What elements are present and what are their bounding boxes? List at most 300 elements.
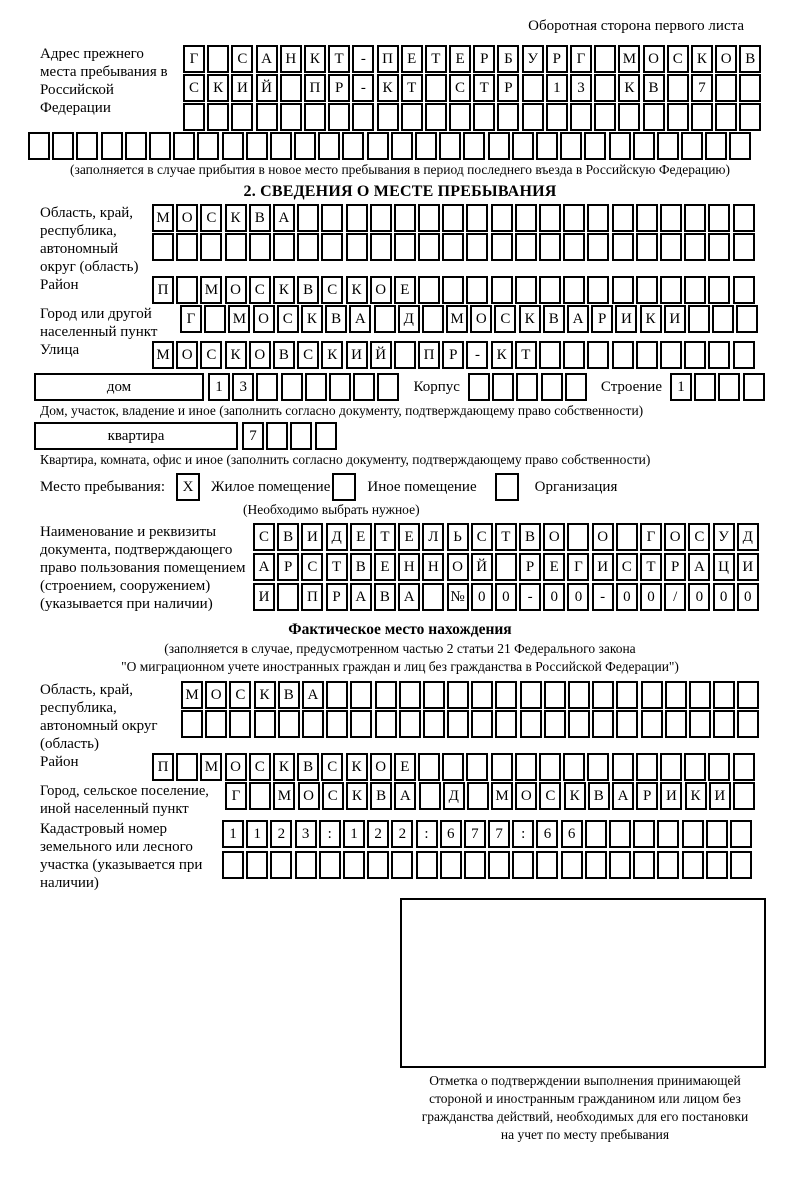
char-box[interactable] bbox=[280, 103, 302, 131]
char-box[interactable]: С bbox=[471, 523, 493, 551]
char-box[interactable]: О bbox=[176, 204, 198, 232]
char-box[interactable] bbox=[377, 103, 399, 131]
char-box[interactable] bbox=[222, 132, 244, 160]
char-box[interactable] bbox=[546, 103, 568, 131]
char-box[interactable]: 3 bbox=[570, 74, 592, 102]
char-box[interactable] bbox=[205, 710, 227, 738]
char-box[interactable]: Й bbox=[256, 74, 278, 102]
char-box[interactable] bbox=[665, 710, 687, 738]
char-box[interactable] bbox=[594, 74, 616, 102]
char-box[interactable] bbox=[515, 233, 537, 261]
char-box[interactable] bbox=[520, 681, 542, 709]
char-box[interactable] bbox=[495, 681, 517, 709]
char-box[interactable] bbox=[733, 782, 755, 810]
char-box[interactable]: Н bbox=[280, 45, 302, 73]
char-box[interactable] bbox=[563, 233, 585, 261]
char-box[interactable] bbox=[225, 233, 247, 261]
char-box[interactable] bbox=[222, 851, 244, 879]
char-box[interactable] bbox=[328, 103, 350, 131]
char-box[interactable]: Й bbox=[370, 341, 392, 369]
char-box[interactable] bbox=[544, 710, 566, 738]
char-box[interactable] bbox=[684, 276, 706, 304]
char-box[interactable]: С bbox=[321, 276, 343, 304]
char-box[interactable] bbox=[541, 373, 563, 401]
char-box[interactable]: 0 bbox=[616, 583, 638, 611]
char-box[interactable] bbox=[101, 132, 123, 160]
char-box[interactable] bbox=[688, 305, 710, 333]
char-box[interactable]: С bbox=[183, 74, 205, 102]
char-box[interactable] bbox=[321, 233, 343, 261]
char-box[interactable] bbox=[633, 820, 655, 848]
char-box[interactable]: И bbox=[592, 553, 614, 581]
char-box[interactable]: А bbox=[567, 305, 589, 333]
char-box[interactable] bbox=[739, 103, 761, 131]
char-box[interactable] bbox=[473, 103, 495, 131]
char-box[interactable] bbox=[204, 305, 226, 333]
char-box[interactable]: Р bbox=[497, 74, 519, 102]
char-box[interactable] bbox=[442, 276, 464, 304]
char-box[interactable]: Е bbox=[374, 553, 396, 581]
char-box[interactable] bbox=[691, 103, 713, 131]
char-box[interactable] bbox=[273, 233, 295, 261]
char-box[interactable]: М bbox=[152, 204, 174, 232]
char-box[interactable] bbox=[539, 753, 561, 781]
char-box[interactable]: К bbox=[564, 782, 586, 810]
char-box[interactable] bbox=[584, 132, 606, 160]
char-box[interactable] bbox=[733, 276, 755, 304]
char-box[interactable] bbox=[563, 753, 585, 781]
char-box[interactable] bbox=[612, 204, 634, 232]
char-box[interactable] bbox=[539, 276, 561, 304]
char-box[interactable]: Т bbox=[640, 553, 662, 581]
char-box[interactable]: С bbox=[667, 45, 689, 73]
char-box[interactable] bbox=[587, 753, 609, 781]
char-box[interactable]: 2 bbox=[367, 820, 389, 848]
char-box[interactable] bbox=[660, 341, 682, 369]
char-box[interactable] bbox=[536, 851, 558, 879]
char-box[interactable]: О bbox=[249, 341, 271, 369]
char-box[interactable]: Р bbox=[664, 553, 686, 581]
char-box[interactable] bbox=[492, 373, 514, 401]
char-box[interactable] bbox=[28, 132, 50, 160]
char-box[interactable]: О bbox=[370, 753, 392, 781]
char-box[interactable] bbox=[488, 132, 510, 160]
char-box[interactable] bbox=[399, 710, 421, 738]
stay-type-checkbox-organization[interactable] bbox=[495, 473, 519, 501]
char-box[interactable]: Д bbox=[398, 305, 420, 333]
char-box[interactable] bbox=[449, 103, 471, 131]
char-box[interactable] bbox=[254, 710, 276, 738]
char-box[interactable] bbox=[422, 583, 444, 611]
char-box[interactable] bbox=[391, 132, 413, 160]
char-box[interactable]: Т bbox=[425, 45, 447, 73]
char-box[interactable]: 0 bbox=[471, 583, 493, 611]
char-box[interactable] bbox=[667, 103, 689, 131]
char-box[interactable] bbox=[256, 103, 278, 131]
char-box[interactable] bbox=[207, 45, 229, 73]
char-box[interactable]: М bbox=[152, 341, 174, 369]
char-box[interactable]: А bbox=[349, 305, 371, 333]
char-box[interactable]: 1 bbox=[222, 820, 244, 848]
char-box[interactable] bbox=[278, 710, 300, 738]
char-box[interactable] bbox=[515, 204, 537, 232]
char-box[interactable] bbox=[305, 373, 327, 401]
char-box[interactable]: Е bbox=[543, 553, 565, 581]
char-box[interactable] bbox=[343, 851, 365, 879]
char-box[interactable] bbox=[587, 204, 609, 232]
char-box[interactable]: С bbox=[277, 305, 299, 333]
char-box[interactable] bbox=[660, 233, 682, 261]
char-box[interactable]: 7 bbox=[242, 422, 264, 450]
char-box[interactable] bbox=[375, 710, 397, 738]
char-box[interactable] bbox=[563, 276, 585, 304]
char-box[interactable]: В bbox=[297, 753, 319, 781]
char-box[interactable]: 2 bbox=[391, 820, 413, 848]
char-box[interactable]: А bbox=[688, 553, 710, 581]
char-box[interactable]: О bbox=[253, 305, 275, 333]
char-box[interactable]: У bbox=[713, 523, 735, 551]
char-box[interactable] bbox=[689, 681, 711, 709]
char-box[interactable]: Н bbox=[422, 553, 444, 581]
char-box[interactable] bbox=[270, 851, 292, 879]
char-box[interactable]: Р bbox=[326, 583, 348, 611]
char-box[interactable]: Р bbox=[277, 553, 299, 581]
char-box[interactable] bbox=[705, 132, 727, 160]
char-box[interactable] bbox=[418, 204, 440, 232]
char-box[interactable]: П bbox=[152, 753, 174, 781]
char-box[interactable]: А bbox=[394, 782, 416, 810]
char-box[interactable]: Т bbox=[515, 341, 537, 369]
char-box[interactable] bbox=[715, 103, 737, 131]
char-box[interactable] bbox=[713, 710, 735, 738]
char-box[interactable] bbox=[464, 851, 486, 879]
char-box[interactable] bbox=[633, 851, 655, 879]
char-box[interactable] bbox=[539, 204, 561, 232]
char-box[interactable] bbox=[399, 681, 421, 709]
char-box[interactable]: 6 bbox=[536, 820, 558, 848]
char-box[interactable] bbox=[342, 132, 364, 160]
char-box[interactable] bbox=[612, 233, 634, 261]
char-box[interactable] bbox=[249, 233, 271, 261]
char-box[interactable]: В bbox=[277, 523, 299, 551]
char-box[interactable]: О bbox=[664, 523, 686, 551]
char-box[interactable]: 1 bbox=[670, 373, 692, 401]
char-box[interactable] bbox=[633, 132, 655, 160]
char-box[interactable]: Т bbox=[495, 523, 517, 551]
char-box[interactable] bbox=[708, 204, 730, 232]
char-box[interactable]: В bbox=[519, 523, 541, 551]
char-box[interactable]: И bbox=[709, 782, 731, 810]
char-box[interactable] bbox=[439, 132, 461, 160]
char-box[interactable] bbox=[200, 233, 222, 261]
char-box[interactable]: 1 bbox=[246, 820, 268, 848]
char-box[interactable] bbox=[422, 305, 444, 333]
char-box[interactable] bbox=[568, 681, 590, 709]
char-box[interactable] bbox=[468, 373, 490, 401]
char-box[interactable] bbox=[706, 820, 728, 848]
char-box[interactable] bbox=[447, 710, 469, 738]
char-box[interactable] bbox=[152, 233, 174, 261]
char-box[interactable]: В bbox=[350, 553, 372, 581]
char-box[interactable] bbox=[346, 233, 368, 261]
char-box[interactable]: К bbox=[618, 74, 640, 102]
char-box[interactable]: В bbox=[278, 681, 300, 709]
char-box[interactable] bbox=[350, 681, 372, 709]
char-box[interactable] bbox=[516, 373, 538, 401]
char-box[interactable] bbox=[442, 204, 464, 232]
char-box[interactable]: В bbox=[273, 341, 295, 369]
char-box[interactable]: 0 bbox=[737, 583, 759, 611]
char-box[interactable] bbox=[560, 132, 582, 160]
char-box[interactable]: А bbox=[612, 782, 634, 810]
char-box[interactable]: С bbox=[249, 276, 271, 304]
char-box[interactable]: Т bbox=[328, 45, 350, 73]
char-box[interactable] bbox=[266, 422, 288, 450]
char-box[interactable]: И bbox=[253, 583, 275, 611]
char-box[interactable]: К bbox=[225, 204, 247, 232]
char-box[interactable]: 6 bbox=[440, 820, 462, 848]
char-box[interactable] bbox=[294, 132, 316, 160]
char-box[interactable]: Р bbox=[473, 45, 495, 73]
char-box[interactable]: Б bbox=[497, 45, 519, 73]
char-box[interactable]: Ь bbox=[447, 523, 469, 551]
char-box[interactable] bbox=[394, 204, 416, 232]
char-box[interactable] bbox=[231, 103, 253, 131]
char-box[interactable]: И bbox=[664, 305, 686, 333]
char-box[interactable] bbox=[587, 341, 609, 369]
char-box[interactable] bbox=[295, 851, 317, 879]
char-box[interactable] bbox=[176, 233, 198, 261]
char-box[interactable] bbox=[350, 710, 372, 738]
char-box[interactable] bbox=[302, 710, 324, 738]
char-box[interactable] bbox=[442, 233, 464, 261]
char-box[interactable]: Г bbox=[183, 45, 205, 73]
char-box[interactable] bbox=[270, 132, 292, 160]
char-box[interactable]: 0 bbox=[688, 583, 710, 611]
char-box[interactable] bbox=[585, 851, 607, 879]
char-box[interactable]: Е bbox=[350, 523, 372, 551]
char-box[interactable]: Д bbox=[326, 523, 348, 551]
char-box[interactable]: К bbox=[346, 753, 368, 781]
char-box[interactable] bbox=[729, 132, 751, 160]
char-box[interactable] bbox=[394, 341, 416, 369]
char-box[interactable]: 0 bbox=[567, 583, 589, 611]
char-box[interactable]: К bbox=[273, 753, 295, 781]
char-box[interactable] bbox=[440, 851, 462, 879]
char-box[interactable]: К bbox=[691, 45, 713, 73]
char-box[interactable] bbox=[318, 132, 340, 160]
char-box[interactable]: С bbox=[301, 553, 323, 581]
char-box[interactable]: С bbox=[321, 753, 343, 781]
char-box[interactable]: А bbox=[398, 583, 420, 611]
char-box[interactable] bbox=[471, 710, 493, 738]
char-box[interactable] bbox=[249, 782, 271, 810]
char-box[interactable] bbox=[173, 132, 195, 160]
char-box[interactable]: К bbox=[640, 305, 662, 333]
char-box[interactable] bbox=[733, 341, 755, 369]
char-box[interactable]: С bbox=[231, 45, 253, 73]
char-box[interactable] bbox=[149, 132, 171, 160]
char-box[interactable] bbox=[708, 276, 730, 304]
char-box[interactable] bbox=[563, 341, 585, 369]
char-box[interactable]: 7 bbox=[464, 820, 486, 848]
char-box[interactable] bbox=[423, 710, 445, 738]
char-box[interactable] bbox=[491, 753, 513, 781]
char-box[interactable] bbox=[565, 373, 587, 401]
char-box[interactable] bbox=[563, 204, 585, 232]
char-box[interactable] bbox=[425, 103, 447, 131]
char-box[interactable]: 1 bbox=[343, 820, 365, 848]
char-box[interactable]: М bbox=[618, 45, 640, 73]
char-box[interactable] bbox=[641, 681, 663, 709]
char-box[interactable]: С bbox=[200, 341, 222, 369]
char-box[interactable]: А bbox=[273, 204, 295, 232]
char-box[interactable]: В bbox=[543, 305, 565, 333]
char-box[interactable]: Р bbox=[519, 553, 541, 581]
char-box[interactable] bbox=[515, 276, 537, 304]
char-box[interactable]: В bbox=[643, 74, 665, 102]
char-box[interactable]: С bbox=[494, 305, 516, 333]
char-box[interactable] bbox=[394, 233, 416, 261]
char-box[interactable]: / bbox=[664, 583, 686, 611]
char-box[interactable] bbox=[352, 103, 374, 131]
char-box[interactable]: Р bbox=[328, 74, 350, 102]
char-box[interactable]: С bbox=[200, 204, 222, 232]
char-box[interactable] bbox=[609, 132, 631, 160]
char-box[interactable] bbox=[561, 851, 583, 879]
char-box[interactable] bbox=[181, 710, 203, 738]
char-box[interactable] bbox=[587, 276, 609, 304]
char-box[interactable]: К bbox=[346, 782, 368, 810]
char-box[interactable] bbox=[660, 753, 682, 781]
char-box[interactable] bbox=[660, 204, 682, 232]
char-box[interactable] bbox=[636, 341, 658, 369]
char-box[interactable] bbox=[612, 276, 634, 304]
char-box[interactable] bbox=[609, 820, 631, 848]
char-box[interactable]: - bbox=[519, 583, 541, 611]
char-box[interactable]: С bbox=[322, 782, 344, 810]
char-box[interactable] bbox=[321, 204, 343, 232]
char-box[interactable] bbox=[689, 710, 711, 738]
char-box[interactable] bbox=[708, 341, 730, 369]
char-box[interactable] bbox=[585, 820, 607, 848]
char-box[interactable]: В bbox=[249, 204, 271, 232]
char-box[interactable] bbox=[592, 681, 614, 709]
char-box[interactable] bbox=[733, 204, 755, 232]
char-box[interactable]: К bbox=[685, 782, 707, 810]
char-box[interactable] bbox=[612, 753, 634, 781]
char-box[interactable]: И bbox=[301, 523, 323, 551]
char-box[interactable]: М bbox=[491, 782, 513, 810]
char-box[interactable] bbox=[463, 132, 485, 160]
char-box[interactable] bbox=[520, 710, 542, 738]
char-box[interactable] bbox=[609, 851, 631, 879]
char-box[interactable] bbox=[423, 681, 445, 709]
char-box[interactable]: О bbox=[643, 45, 665, 73]
char-box[interactable] bbox=[660, 276, 682, 304]
char-box[interactable] bbox=[665, 681, 687, 709]
stay-type-checkbox-residential[interactable]: X bbox=[176, 473, 200, 501]
char-box[interactable]: Р bbox=[442, 341, 464, 369]
char-box[interactable]: - bbox=[592, 583, 614, 611]
char-box[interactable]: Л bbox=[422, 523, 444, 551]
char-box[interactable] bbox=[712, 305, 734, 333]
char-box[interactable] bbox=[277, 583, 299, 611]
char-box[interactable]: К bbox=[225, 341, 247, 369]
char-box[interactable] bbox=[374, 305, 396, 333]
char-box[interactable]: В bbox=[739, 45, 761, 73]
char-box[interactable]: И bbox=[615, 305, 637, 333]
char-box[interactable] bbox=[515, 753, 537, 781]
char-box[interactable]: 6 bbox=[561, 820, 583, 848]
char-box[interactable] bbox=[125, 132, 147, 160]
char-box[interactable] bbox=[176, 753, 198, 781]
char-box[interactable] bbox=[737, 710, 759, 738]
char-box[interactable]: И bbox=[346, 341, 368, 369]
char-box[interactable]: Р bbox=[546, 45, 568, 73]
char-box[interactable]: О bbox=[447, 553, 469, 581]
char-box[interactable] bbox=[641, 710, 663, 738]
char-box[interactable]: М bbox=[446, 305, 468, 333]
char-box[interactable] bbox=[391, 851, 413, 879]
char-box[interactable]: 2 bbox=[270, 820, 292, 848]
char-box[interactable]: Г bbox=[180, 305, 202, 333]
char-box[interactable]: И bbox=[737, 553, 759, 581]
char-box[interactable]: : bbox=[416, 820, 438, 848]
char-box[interactable] bbox=[346, 204, 368, 232]
char-box[interactable] bbox=[229, 710, 251, 738]
char-box[interactable] bbox=[76, 132, 98, 160]
char-box[interactable]: К bbox=[273, 276, 295, 304]
char-box[interactable] bbox=[539, 233, 561, 261]
char-box[interactable]: К bbox=[491, 341, 513, 369]
char-box[interactable]: И bbox=[660, 782, 682, 810]
char-box[interactable]: У bbox=[522, 45, 544, 73]
char-box[interactable] bbox=[536, 132, 558, 160]
char-box[interactable]: : bbox=[512, 820, 534, 848]
char-box[interactable]: Е bbox=[398, 523, 420, 551]
char-box[interactable] bbox=[183, 103, 205, 131]
char-box[interactable] bbox=[425, 74, 447, 102]
char-box[interactable] bbox=[497, 103, 519, 131]
char-box[interactable] bbox=[743, 373, 765, 401]
char-box[interactable]: О bbox=[225, 753, 247, 781]
char-box[interactable]: О bbox=[298, 782, 320, 810]
char-box[interactable] bbox=[367, 132, 389, 160]
char-box[interactable] bbox=[418, 276, 440, 304]
char-box[interactable] bbox=[739, 74, 761, 102]
char-box[interactable]: Г bbox=[567, 553, 589, 581]
char-box[interactable] bbox=[466, 753, 488, 781]
char-box[interactable] bbox=[718, 373, 740, 401]
char-box[interactable] bbox=[594, 103, 616, 131]
char-box[interactable]: П bbox=[152, 276, 174, 304]
char-box[interactable]: В bbox=[370, 782, 392, 810]
char-box[interactable] bbox=[491, 233, 513, 261]
char-box[interactable] bbox=[730, 851, 752, 879]
char-box[interactable] bbox=[657, 851, 679, 879]
char-box[interactable] bbox=[568, 710, 590, 738]
char-box[interactable] bbox=[657, 820, 679, 848]
char-box[interactable] bbox=[539, 341, 561, 369]
char-box[interactable]: Г bbox=[640, 523, 662, 551]
char-box[interactable]: П bbox=[301, 583, 323, 611]
char-box[interactable]: А bbox=[350, 583, 372, 611]
char-box[interactable] bbox=[522, 74, 544, 102]
char-box[interactable] bbox=[415, 132, 437, 160]
char-box[interactable]: Т bbox=[473, 74, 495, 102]
char-box[interactable] bbox=[684, 204, 706, 232]
